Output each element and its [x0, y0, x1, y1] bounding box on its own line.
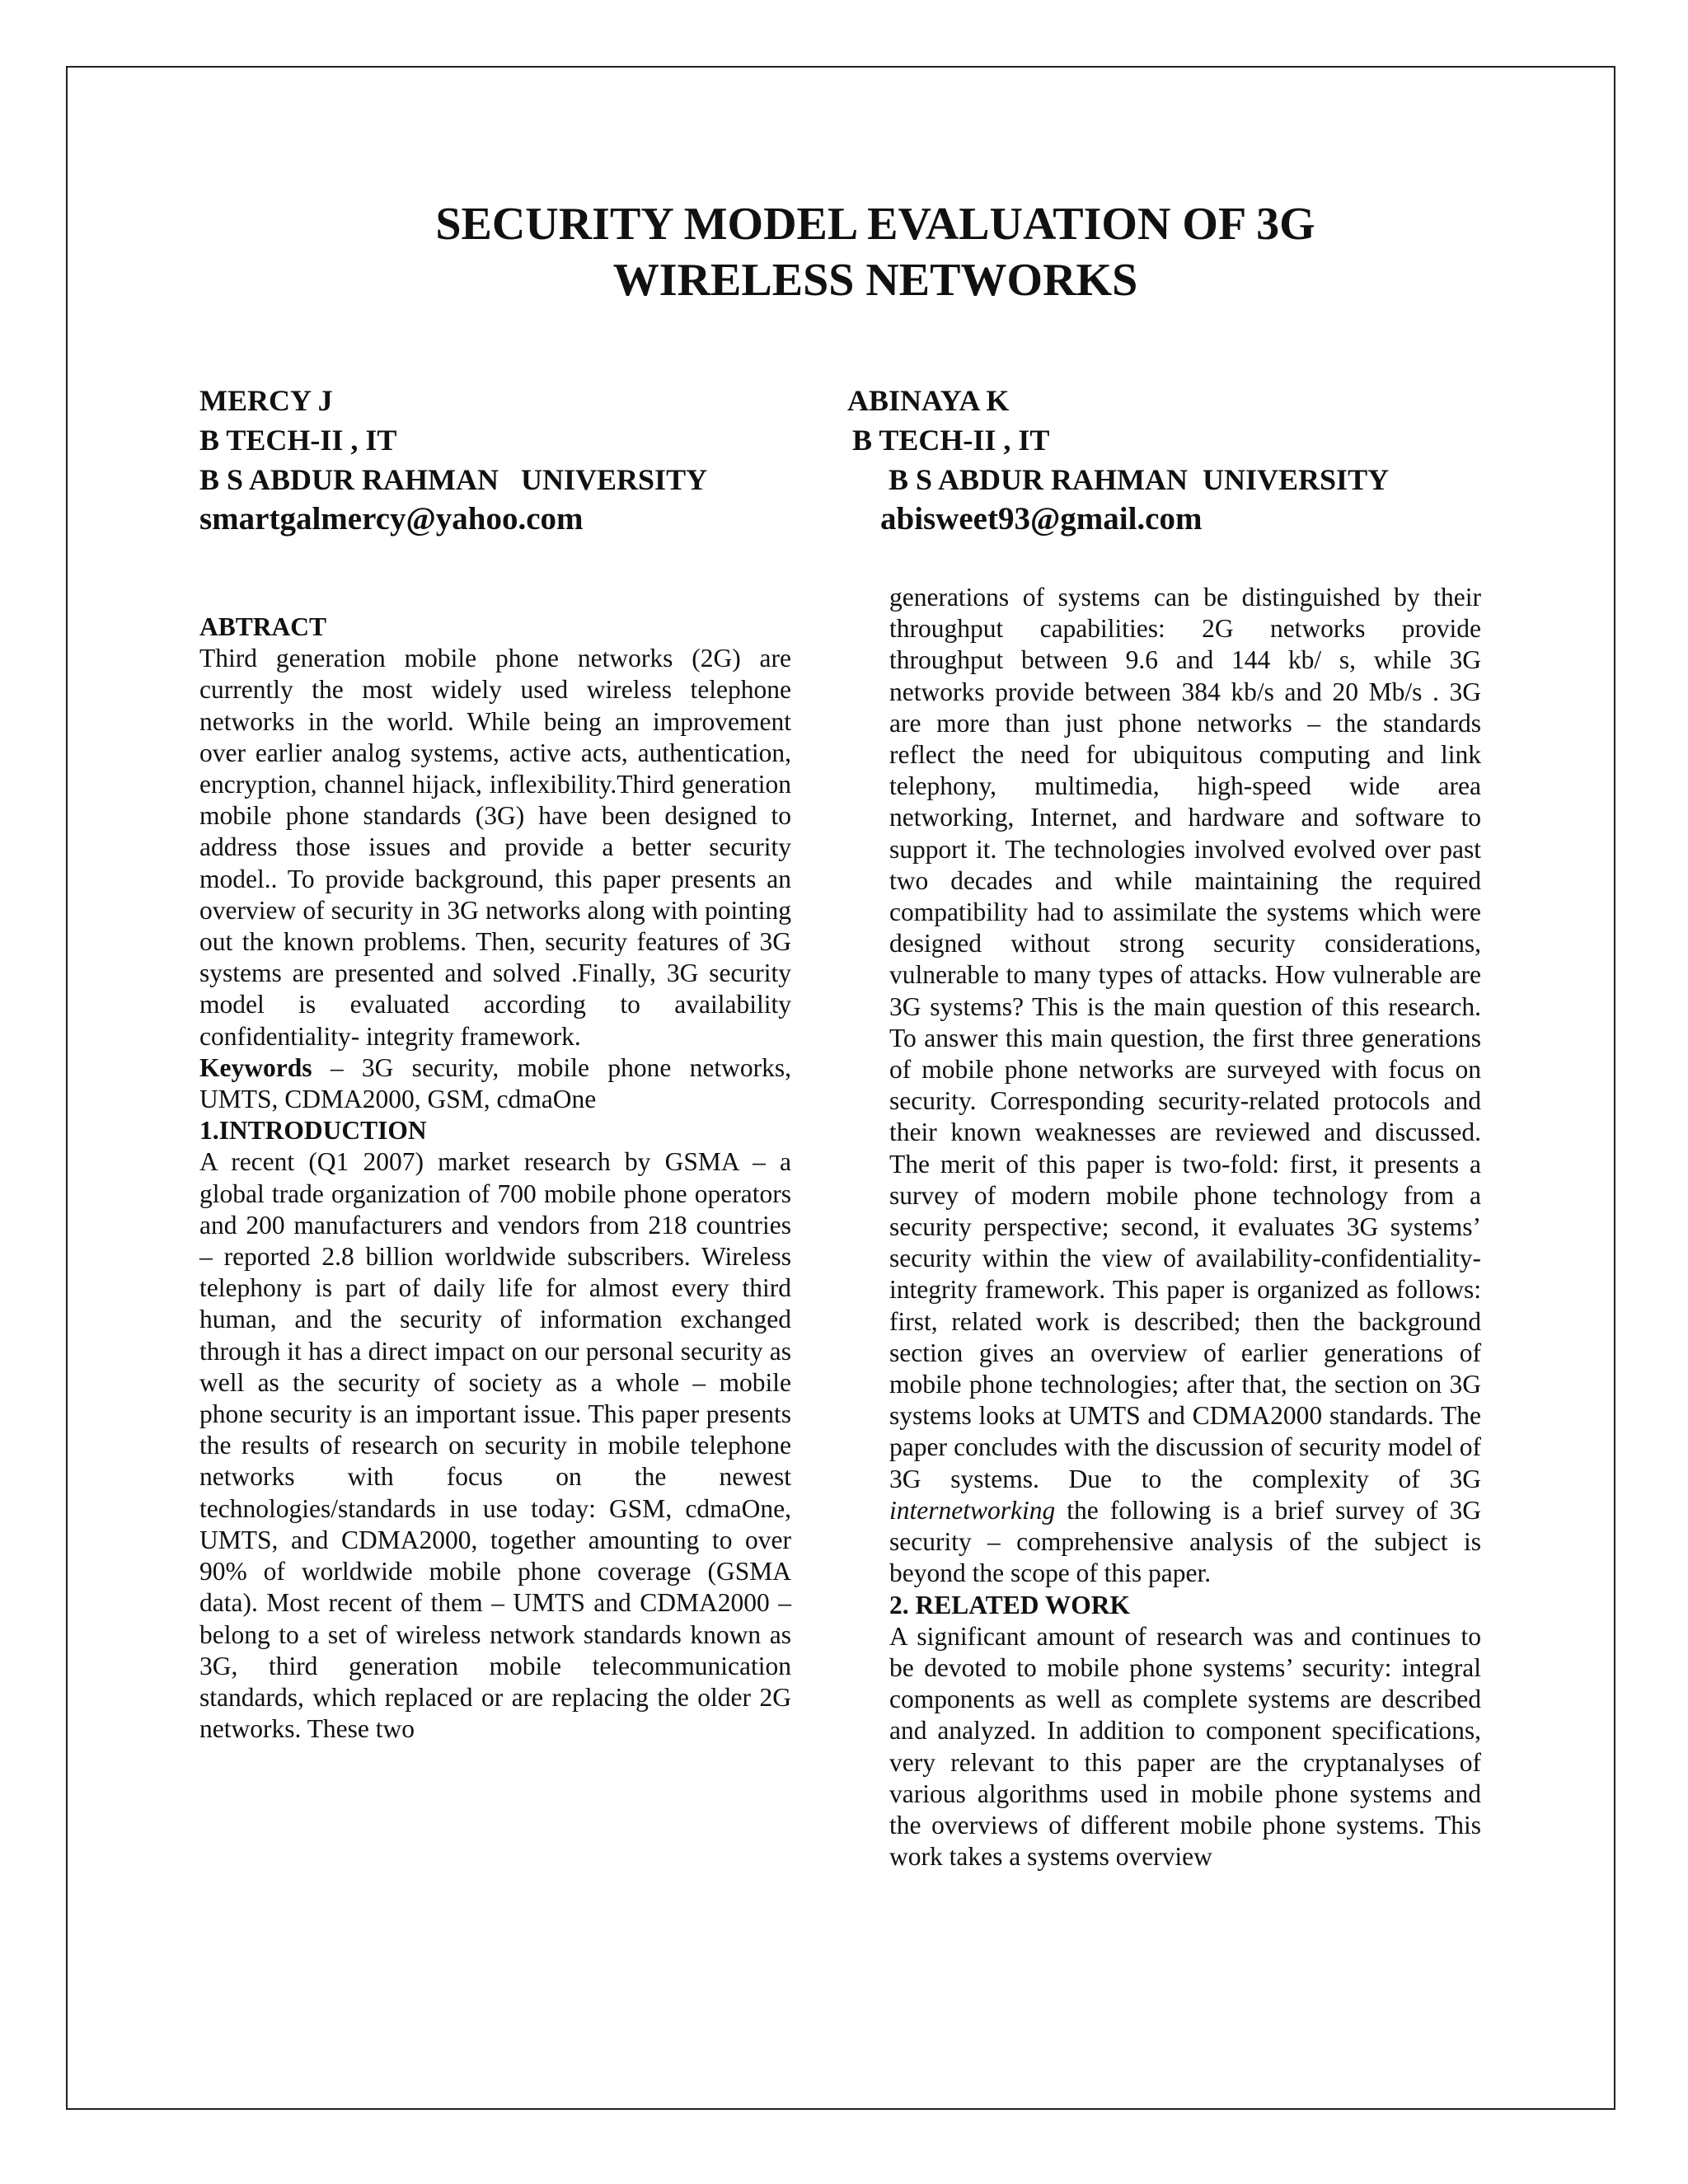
introduction-heading: 1.INTRODUCTION: [199, 1116, 427, 1146]
author-university: B S ABDUR RAHMAN UNIVERSITY: [199, 463, 708, 496]
introduction-continued-part-2: the following is a brief survey of 3G security – comprehensive analysis of the subject is beyond the scope of this paper.: [889, 1495, 1481, 1588]
author-course: B TECH-II , IT: [199, 424, 397, 457]
introduction-continued-part-1: generations of systems can be distinguished by their throughput capabilities: 2G networks provide throughput between 9.6 and 144 kb/ s, while 3G networks provide between 384 kb/s and 20 Mb/s . 3G are more than just phone networks – the standards reflect the need for ubiquitous computing and link telephony, multimedia, high-speed wide area networking, Internet, and hardware and software to support it. The technologies involved evolved over past two decades and while maintaining the required compatibility had to assimilate the systems which were designed without strong security considerations, vulnerable to many types of attacks. How vulnerable are 3G systems? This is the main question of this research. To answer this main question, the first three generations of mobile phone networks are surveyed with focus on security. Corresponding security-related protocols and their known weaknesses are reviewed and discussed. The merit of this paper is two-fold: first, it presents a survey of modern mobile phone technology from a security perspective; second, it evaluates 3G systems’ security within the view of availability-confidentiality-integrity framework. This paper is organized as follows: first, related work is described; then the background section gives an overview of earlier generations of mobile phone technologies; after that, the section on 3G systems looks at UMTS and CDMA2000 standards. The paper concludes with the discussion of security model of 3G systems. Due to the complexity of 3G: [889, 583, 1481, 1493]
title-line-1: SECURITY MODEL EVALUATION OF 3G: [435, 199, 1315, 250]
author-university: B S ABDUR RAHMAN UNIVERSITY: [889, 463, 1390, 496]
author-name: ABINAYA K: [847, 384, 1010, 417]
introduction-continued: [889, 582, 1481, 1590]
author-name: MERCY J: [199, 384, 333, 417]
author-course: B TECH-II , IT: [852, 424, 1050, 457]
paper-title: [66, 196, 1685, 308]
left-column: [199, 612, 791, 1745]
keywords: [199, 1052, 791, 1115]
author-email: smartgalmercy@yahoo.com: [199, 501, 584, 537]
title-line-2: WIRELESS NETWORKS: [612, 255, 1138, 306]
abstract-heading: ABTRACT: [199, 612, 327, 641]
related-work-heading: 2. RELATED WORK: [889, 1590, 1131, 1619]
author-block-2: [847, 381, 1389, 539]
keywords-text: – 3G security, mobile phone networks, UMTS, CDMA2000, GSM, cdmaOne: [199, 1052, 791, 1114]
right-column: [889, 582, 1481, 1872]
author-block-1: [199, 381, 707, 539]
introduction-text: A recent (Q1 2007) market research by GSMA – a global trade organization of 700 mobile phone operators and 200 manufacturers and vendors from 218 countries – reported 2.8 billion worldwide subscribers. Wireless telephony is part of daily life for almost every third human, and the security of information exchanged through it has a direct impact on our personal security as well as the security of society as a whole – mobile phone security is an important issue. This paper presents the results of research on security in mobile telephone networks with focus on the newest technologies/standards in use today: GSM, cdmaOne, UMTS, and CDMA2000, together amounting to over 90% of worldwide mobile phone coverage (GSMA data). Most recent of them – UMTS and CDMA2000 – belong to a set of wireless network standards known as 3G, third generation mobile telecommunication standards, which replaced or are replacing the older 2G networks. These two: [199, 1147, 791, 1744]
abstract-text: Third generation mobile phone networks (2G) are currently the most widely used wireless telephone networks in the world. While being an improvement over earlier analog systems, active acts, authentication, encryption, channel hijack, inflexibility.Third generation mobile phone standards (3G) have been designed to address those issues and provide a better security model.. To provide background, this paper presents an overview of security in 3G networks along with pointing out the known problems. Then, security features of 3G systems are presented and solved .Finally, 3G security model is evaluated according to availability confidentiality- integrity framework.: [199, 644, 791, 1051]
introduction-continued-italic: internetworking: [889, 1495, 1056, 1525]
keywords-label: Keywords: [199, 1052, 312, 1082]
related-work-text: A significant amount of research was and continues to be devoted to mobile phone systems’ security: integral components as well as complete systems are described and analyzed. In addition to component specifications, very relevant to this paper are the cryptanalyses of various algorithms used in mobile phone systems and the overviews of different mobile phone systems. This work takes a systems overview: [889, 1621, 1481, 1872]
author-email: abisweet93@gmail.com: [880, 501, 1203, 537]
